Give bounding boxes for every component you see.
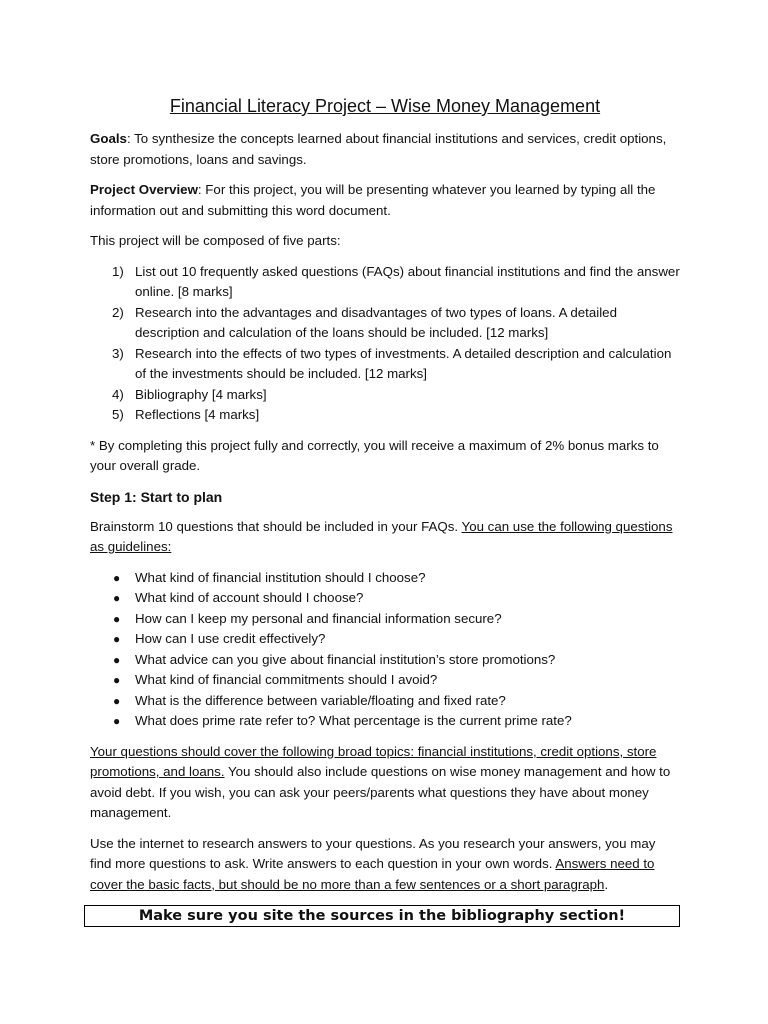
bibliography-notice-box: Make sure you site the sources in the bibliography section! bbox=[84, 905, 680, 927]
guideline-questions-list bbox=[90, 568, 680, 732]
list-item-text: List out 10 frequently asked questions (FAQs) about financial institutions and find the answer online. [8 marks] bbox=[135, 263, 680, 299]
bullet-icon: ● bbox=[113, 570, 121, 585]
list-item bbox=[90, 588, 680, 609]
step1-intro-underlined: You can use the following questions as guidelines: bbox=[90, 518, 673, 554]
list-item bbox=[90, 670, 680, 691]
list-item-text: Research into the advantages and disadvantages of two types of loans. A detailed description and calculation of the loans should be included. [12 marks] bbox=[135, 304, 617, 340]
list-number: 3) bbox=[112, 345, 124, 361]
topics-text: You should also include questions on wise money management and how to avoid debt. If you wish, you can ask your peers/parents what questions they have about money management. bbox=[90, 764, 671, 820]
step1-heading-label: Step 1 bbox=[90, 488, 133, 505]
list-item bbox=[90, 568, 680, 589]
question-text: What does prime rate refer to? What percentage is the current prime rate? bbox=[135, 713, 572, 728]
document-title: Financial Literacy Project – Wise Money Management bbox=[169, 96, 601, 116]
list-item-text: Research into the effects of two types of investments. A detailed description and calculation of the investments should be included. [12 marks] bbox=[135, 345, 672, 381]
overview-text: : For this project, you will be presenting whatever you learned by typing all the information out and submitting this word document. bbox=[90, 182, 656, 218]
question-text: What kind of financial commitments should I avoid? bbox=[135, 672, 438, 687]
topics-paragraph bbox=[90, 742, 680, 824]
list-item bbox=[90, 344, 680, 385]
bullet-icon: ● bbox=[113, 652, 121, 667]
step1-intro-text: Brainstorm 10 questions that should be included in your FAQs. bbox=[90, 518, 462, 534]
question-text: What is the difference between variable/floating and fixed rate? bbox=[135, 692, 506, 708]
question-text: How can I keep my personal and financial information secure? bbox=[135, 610, 502, 626]
list-item bbox=[90, 650, 680, 671]
bullet-icon: ● bbox=[113, 632, 121, 646]
list-item bbox=[90, 385, 680, 406]
bullet-icon: ● bbox=[113, 714, 121, 728]
bullet-icon: ● bbox=[113, 611, 121, 626]
list-item bbox=[90, 629, 680, 650]
list-item bbox=[90, 711, 680, 732]
goals-paragraph bbox=[90, 129, 680, 170]
goals-label: Goals bbox=[90, 131, 127, 146]
research-text: Use the internet to research answers to your questions. As you research your answers, you may find more questions to ask. Write answers to each question in your own words. bbox=[90, 835, 656, 871]
question-text: What advice can you give about financial institution’s store promotions? bbox=[135, 651, 556, 667]
research-end: . bbox=[604, 876, 609, 892]
research-paragraph bbox=[90, 834, 680, 896]
list-item bbox=[90, 609, 680, 630]
bullet-icon: ● bbox=[113, 693, 121, 708]
question-text: How can I use credit effectively? bbox=[135, 631, 326, 646]
step1-heading-text: : Start to plan bbox=[132, 488, 223, 505]
topics-underlined: Your questions should cover the following broad topics: financial institutions, credit options, store promotions, and loans. bbox=[90, 743, 657, 779]
list-item-text: Reflections [4 marks] bbox=[135, 407, 260, 422]
list-number: 4) bbox=[112, 386, 124, 402]
step1-heading bbox=[90, 487, 680, 507]
bonus-note: * By completing this project fully and correctly, you will receive a maximum of 2% bonus marks to your overall grade. bbox=[90, 437, 659, 473]
question-text: What kind of financial institution should I choose? bbox=[135, 569, 426, 585]
list-number: 2) bbox=[112, 304, 124, 320]
list-item bbox=[90, 691, 680, 712]
list-number: 1) bbox=[112, 263, 124, 279]
list-item-text: Bibliography [4 marks] bbox=[135, 386, 267, 402]
bullet-icon: ● bbox=[113, 591, 121, 605]
research-underlined: Answers need to cover the basic facts, but should be no more than a few sentences or a short paragraph bbox=[90, 856, 655, 892]
document-body bbox=[90, 94, 680, 927]
list-item bbox=[90, 405, 680, 426]
goals-text: : To synthesize the concepts learned about financial institutions and services, credit options, store promotions, loans and savings. bbox=[90, 131, 667, 167]
bullet-icon: ● bbox=[113, 673, 121, 687]
parts-intro: This project will be composed of five parts: bbox=[90, 233, 341, 248]
overview-paragraph bbox=[90, 180, 680, 221]
list-item bbox=[90, 303, 680, 344]
list-number: 5) bbox=[112, 407, 124, 422]
step1-intro bbox=[90, 517, 680, 558]
parts-list bbox=[90, 262, 680, 426]
question-text: What kind of account should I choose? bbox=[135, 590, 364, 605]
list-item bbox=[90, 262, 680, 303]
overview-label: Project Overview bbox=[90, 182, 198, 197]
